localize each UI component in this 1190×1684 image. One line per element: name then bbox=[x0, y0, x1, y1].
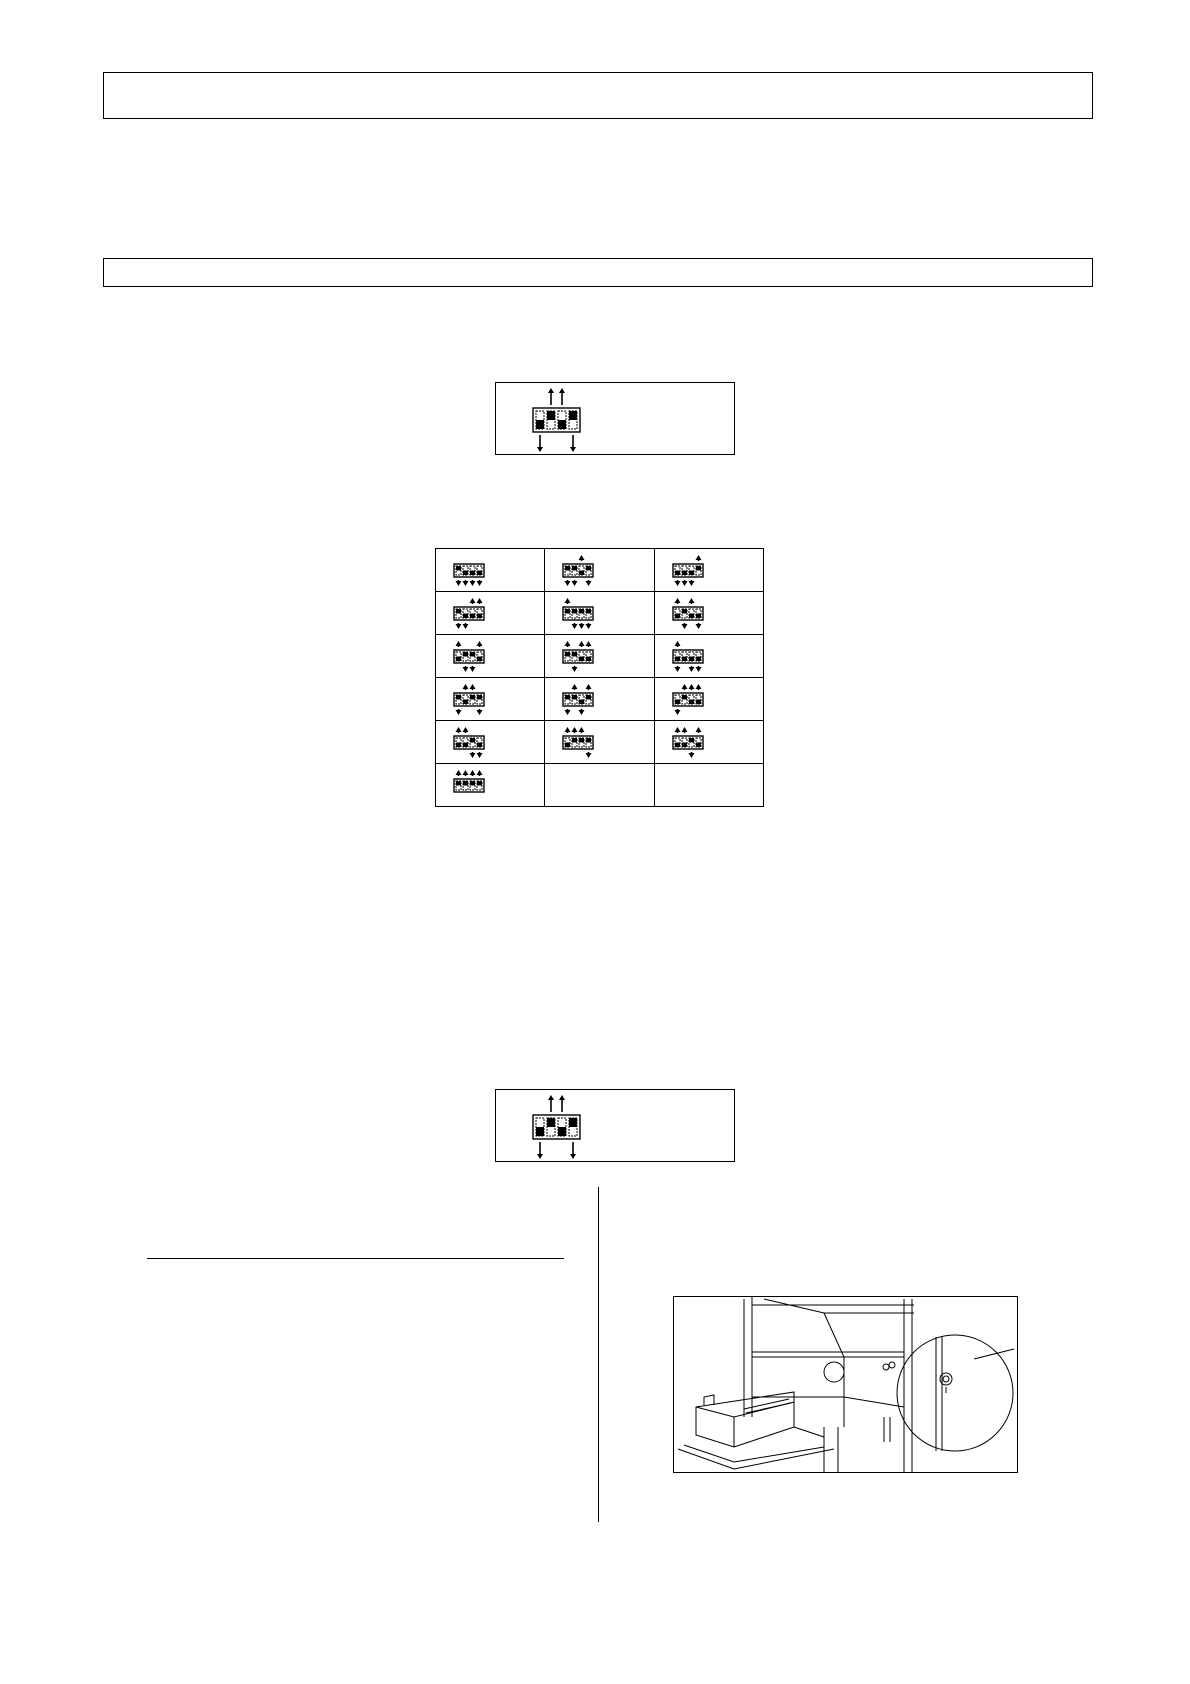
dip-switch-4 bbox=[696, 609, 701, 618]
dip-table-cell bbox=[436, 721, 545, 764]
dip-switch-reference-bottom-illustration bbox=[496, 1090, 734, 1161]
dip-switch-3 bbox=[470, 566, 475, 575]
dip-switch-4 bbox=[696, 695, 701, 704]
arrow-up-icon bbox=[559, 1095, 565, 1112]
dishwasher-illustration bbox=[674, 1297, 1017, 1472]
arrow-down-icon bbox=[572, 580, 578, 586]
arrow-down-icon bbox=[675, 709, 681, 715]
dip-switch-4 bbox=[586, 738, 591, 747]
arrow-down-icon bbox=[579, 709, 585, 715]
arrow-down-icon bbox=[689, 752, 695, 758]
arrow-up-icon bbox=[682, 684, 688, 690]
dip-switch-2 bbox=[572, 609, 577, 618]
dip-switch-setting-illustration bbox=[545, 550, 645, 591]
arrow-up-icon bbox=[675, 598, 681, 604]
dip-switch-4 bbox=[696, 738, 701, 747]
dip-table-cell bbox=[655, 635, 764, 678]
arrow-up-icon bbox=[572, 727, 578, 733]
arrow-up-icon bbox=[559, 388, 565, 405]
dip-switch-2 bbox=[463, 695, 468, 704]
arrow-down-icon bbox=[463, 666, 469, 672]
arrow-down-icon bbox=[463, 623, 469, 629]
dip-switch-2 bbox=[572, 738, 577, 747]
dip-table-cell bbox=[655, 592, 764, 635]
arrow-up-icon bbox=[470, 770, 476, 776]
dip-table-cell bbox=[655, 764, 764, 807]
dip-table-row bbox=[436, 764, 764, 807]
dip-switch-3 bbox=[470, 609, 475, 618]
arrow-up-icon bbox=[477, 598, 483, 604]
dip-switch-4 bbox=[477, 609, 482, 618]
dip-table-cell bbox=[545, 635, 655, 678]
dip-switch-setting-illustration bbox=[436, 679, 536, 720]
illustration-box bbox=[673, 1296, 1018, 1473]
arrow-up-icon bbox=[463, 727, 469, 733]
arrow-up-icon bbox=[572, 684, 578, 690]
dip-table-cell bbox=[436, 678, 545, 721]
dip-switch-3 bbox=[579, 695, 584, 704]
arrow-up-icon bbox=[689, 598, 695, 604]
dip-switch-3 bbox=[689, 609, 694, 618]
dip-switch-setting-illustration bbox=[655, 636, 755, 677]
arrow-down-icon bbox=[565, 580, 571, 586]
dip-table-cell bbox=[436, 635, 545, 678]
dip-switch-setting-illustration bbox=[545, 722, 645, 763]
dip-table-row bbox=[436, 678, 764, 721]
arrow-down-icon bbox=[579, 623, 585, 629]
dip-switch-setting-illustration bbox=[436, 550, 536, 591]
arrow-down-icon bbox=[572, 666, 578, 672]
dip-switch-2 bbox=[682, 738, 687, 747]
arrow-up-icon bbox=[675, 727, 681, 733]
dip-switch-1 bbox=[536, 411, 544, 429]
dip-switch-4 bbox=[477, 738, 482, 747]
dip-switch-setting-illustration bbox=[545, 593, 645, 634]
arrow-up-icon bbox=[579, 727, 585, 733]
arrow-down-icon bbox=[537, 1142, 543, 1159]
dip-switch-setting-illustration bbox=[436, 636, 536, 677]
arrow-up-icon bbox=[456, 727, 462, 733]
dip-switch-3 bbox=[579, 738, 584, 747]
dip-switch-4 bbox=[586, 609, 591, 618]
dip-switch-2 bbox=[463, 781, 468, 790]
arrow-down-icon bbox=[696, 623, 702, 629]
dip-switch-3 bbox=[470, 738, 475, 747]
dip-switch-1 bbox=[675, 652, 680, 661]
arrow-up-icon bbox=[586, 641, 592, 647]
dip-switch-1 bbox=[565, 609, 570, 618]
dip-switch-4 bbox=[569, 411, 577, 429]
dip-switch-2 bbox=[572, 652, 577, 661]
dip-switch-4 bbox=[569, 1118, 577, 1136]
dip-switch-setting-illustration bbox=[545, 679, 645, 720]
dip-switch-2 bbox=[682, 695, 687, 704]
dip-switch-1 bbox=[565, 738, 570, 747]
arrow-down-icon bbox=[565, 709, 571, 715]
dip-switch-setting-illustration bbox=[436, 593, 536, 634]
dip-switch-setting-illustration bbox=[655, 593, 755, 634]
dip-table-cell bbox=[436, 764, 545, 807]
dip-switch-4 bbox=[477, 652, 482, 661]
dip-switch-setting-illustration bbox=[655, 679, 755, 720]
dip-switch-2 bbox=[682, 609, 687, 618]
dip-switch-3 bbox=[558, 411, 566, 429]
arrow-up-icon bbox=[696, 727, 702, 733]
arrow-down-icon bbox=[537, 435, 543, 452]
dip-table-cell bbox=[655, 549, 764, 592]
arrow-down-icon bbox=[477, 752, 483, 758]
dip-reference-top bbox=[495, 382, 735, 455]
dip-table-row bbox=[436, 721, 764, 764]
dip-switch-4 bbox=[586, 652, 591, 661]
dip-switch-1 bbox=[536, 1118, 544, 1136]
dip-switch-4 bbox=[696, 566, 701, 575]
dip-switch-3 bbox=[579, 652, 584, 661]
dip-switch-4 bbox=[477, 695, 482, 704]
dip-switch-3 bbox=[689, 652, 694, 661]
column-separator bbox=[598, 1187, 599, 1522]
dip-switch-1 bbox=[675, 738, 680, 747]
dip-switch-1 bbox=[565, 695, 570, 704]
dip-table-cell bbox=[655, 721, 764, 764]
dip-switch-4 bbox=[696, 652, 701, 661]
arrow-down-icon bbox=[689, 666, 695, 672]
arrow-down-icon bbox=[586, 580, 592, 586]
arrow-down-icon bbox=[682, 623, 688, 629]
arrow-down-icon bbox=[696, 666, 702, 672]
dip-switch-setting-illustration bbox=[545, 636, 645, 677]
arrow-down-icon bbox=[470, 666, 476, 672]
section-underline bbox=[147, 1258, 564, 1259]
dip-switch-2 bbox=[547, 411, 555, 429]
dip-switch-1 bbox=[565, 652, 570, 661]
dip-switch-2 bbox=[572, 566, 577, 575]
dip-table-cell bbox=[545, 721, 655, 764]
arrow-down-icon bbox=[586, 752, 592, 758]
arrow-up-icon bbox=[565, 641, 571, 647]
dip-table-cell bbox=[436, 592, 545, 635]
dip-switch-1 bbox=[675, 566, 680, 575]
dip-switch-3 bbox=[470, 652, 475, 661]
dip-switch-1 bbox=[456, 738, 461, 747]
dip-switch-setting-illustration bbox=[436, 765, 536, 806]
dip-table-row bbox=[436, 549, 764, 592]
arrow-up-icon bbox=[682, 727, 688, 733]
dip-switch-setting-illustration bbox=[655, 722, 755, 763]
dip-switch-2 bbox=[682, 566, 687, 575]
dip-switch-1 bbox=[675, 695, 680, 704]
arrow-up-icon bbox=[470, 598, 476, 604]
dip-switch-2 bbox=[463, 738, 468, 747]
arrow-up-icon bbox=[696, 555, 702, 561]
dip-switch-2 bbox=[547, 1118, 555, 1136]
arrow-down-icon bbox=[689, 580, 695, 586]
dip-switch-reference-top-illustration bbox=[496, 383, 734, 454]
dip-switch-2 bbox=[572, 695, 577, 704]
arrow-up-icon bbox=[586, 684, 592, 690]
arrow-down-icon bbox=[570, 1142, 576, 1159]
dip-table-cell bbox=[545, 764, 655, 807]
arrow-up-icon bbox=[579, 641, 585, 647]
dip-switch-setting-illustration bbox=[655, 550, 755, 591]
arrow-up-icon bbox=[548, 1095, 554, 1112]
arrow-down-icon bbox=[682, 580, 688, 586]
arrow-up-icon bbox=[456, 770, 462, 776]
dip-switch-2 bbox=[682, 652, 687, 661]
dip-switch-3 bbox=[689, 566, 694, 575]
dip-switch-3 bbox=[689, 695, 694, 704]
arrow-down-icon bbox=[470, 580, 476, 586]
dip-switch-3 bbox=[558, 1118, 566, 1136]
dip-switch-1 bbox=[456, 566, 461, 575]
arrow-down-icon bbox=[456, 580, 462, 586]
arrow-down-icon bbox=[570, 435, 576, 452]
arrow-down-icon bbox=[586, 623, 592, 629]
arrow-down-icon bbox=[470, 752, 476, 758]
dip-switch-2 bbox=[463, 566, 468, 575]
arrow-up-icon bbox=[477, 641, 483, 647]
dip-switch-1 bbox=[565, 566, 570, 575]
dip-switch-3 bbox=[579, 566, 584, 575]
dip-switch-1 bbox=[456, 781, 461, 790]
dip-reference-bottom bbox=[495, 1089, 735, 1162]
dip-table-cell bbox=[545, 592, 655, 635]
dip-switch-1 bbox=[675, 609, 680, 618]
arrow-up-icon bbox=[456, 641, 462, 647]
dip-table-cell bbox=[545, 549, 655, 592]
arrow-up-icon bbox=[696, 684, 702, 690]
dip-switch-2 bbox=[463, 609, 468, 618]
dip-table-cell bbox=[436, 549, 545, 592]
arrow-down-icon bbox=[463, 580, 469, 586]
arrow-down-icon bbox=[456, 623, 462, 629]
arrow-down-icon bbox=[572, 623, 578, 629]
arrow-up-icon bbox=[689, 684, 695, 690]
dip-switch-3 bbox=[470, 781, 475, 790]
dip-switch-4 bbox=[586, 695, 591, 704]
dip-table-cell bbox=[655, 678, 764, 721]
dip-table-cell bbox=[545, 678, 655, 721]
section-box bbox=[103, 258, 1093, 287]
dip-switch-2 bbox=[463, 652, 468, 661]
arrow-down-icon bbox=[477, 580, 483, 586]
arrow-down-icon bbox=[675, 580, 681, 586]
dip-switch-3 bbox=[689, 738, 694, 747]
arrow-up-icon bbox=[463, 684, 469, 690]
dip-switch-1 bbox=[456, 652, 461, 661]
dip-switch-3 bbox=[579, 609, 584, 618]
header-box bbox=[103, 72, 1093, 119]
arrow-up-icon bbox=[470, 684, 476, 690]
arrow-up-icon bbox=[548, 388, 554, 405]
arrow-up-icon bbox=[463, 770, 469, 776]
arrow-down-icon bbox=[477, 709, 483, 715]
dip-switch-3 bbox=[470, 695, 475, 704]
dip-switch-table bbox=[435, 548, 764, 807]
dip-switch-1 bbox=[456, 695, 461, 704]
dip-switch-4 bbox=[586, 566, 591, 575]
dip-table-row bbox=[436, 592, 764, 635]
dip-switch-1 bbox=[456, 609, 461, 618]
arrow-up-icon bbox=[675, 641, 681, 647]
arrow-up-icon bbox=[477, 770, 483, 776]
arrow-down-icon bbox=[675, 666, 681, 672]
arrow-down-icon bbox=[456, 709, 462, 715]
arrow-up-icon bbox=[579, 555, 585, 561]
dip-switch-setting-illustration bbox=[436, 722, 536, 763]
arrow-up-icon bbox=[565, 727, 571, 733]
arrow-up-icon bbox=[565, 598, 571, 604]
dip-switch-4 bbox=[477, 781, 482, 790]
dip-switch-4 bbox=[477, 566, 482, 575]
dip-table-row bbox=[436, 635, 764, 678]
